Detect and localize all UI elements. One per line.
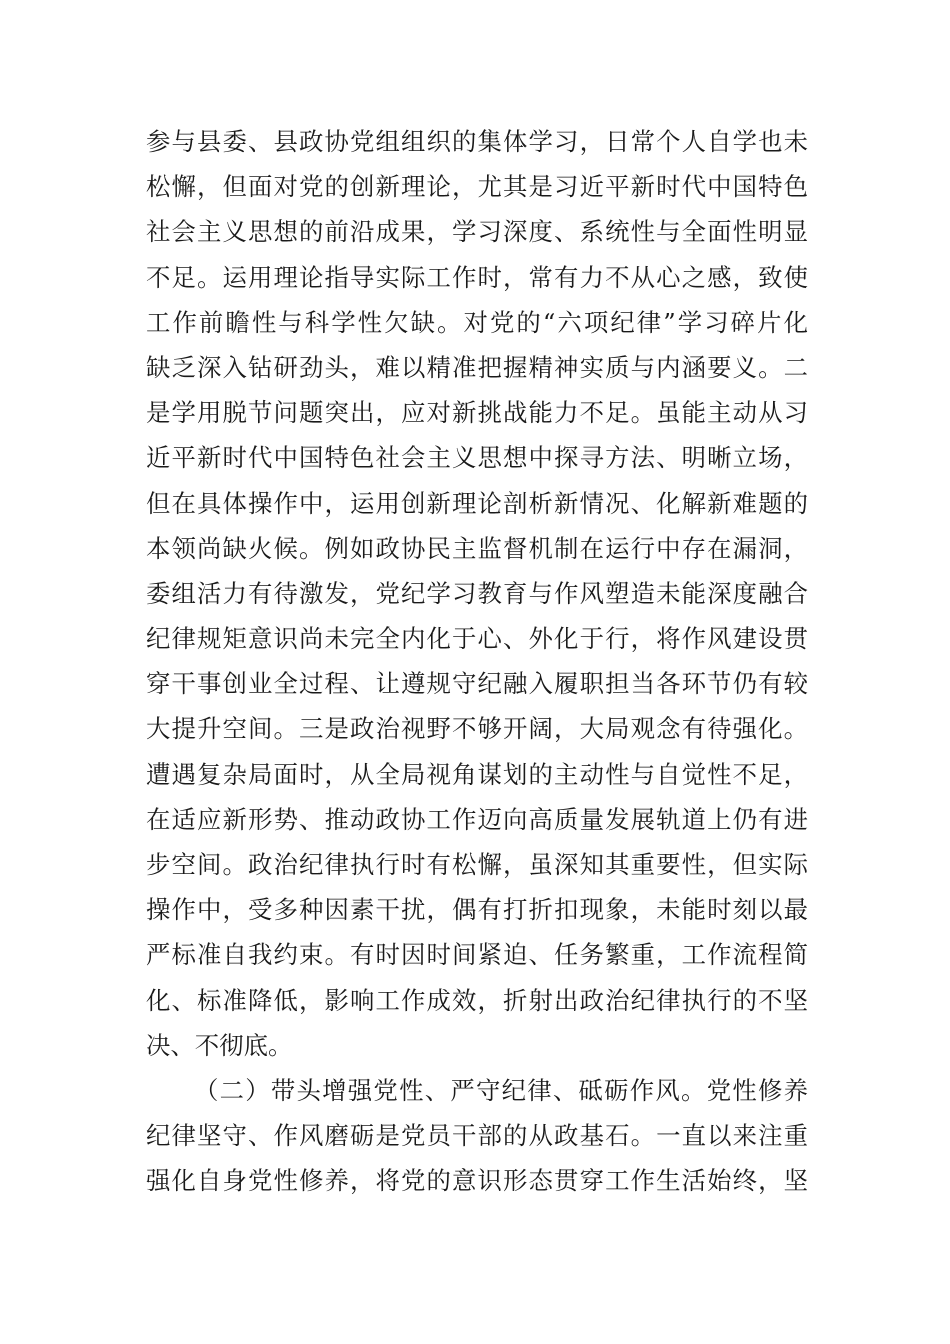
text-line: 委组活力有待激发，党纪学习教育与作风塑造未能深度融合 — [146, 578, 808, 608]
text-line: 穿干事创业全过程、让遵规守纪融入履职担当各环节仍有较 — [146, 669, 808, 699]
text-line: 纪律坚守、作风磨砺是党员干部的从政基石。一直以来注重 — [146, 1121, 808, 1151]
text-line: 松懈，但面对党的创新理论，尤其是习近平新时代中国特色 — [146, 172, 808, 202]
text-line: 社会主义思想的前沿成果，学习深度、系统性与全面性明显 — [146, 217, 808, 247]
text-line: 操作中，受多种因素干扰，偶有打折扣现象，未能时刻以最 — [146, 895, 808, 925]
text-line: 步空间。政治纪律执行时有松懈，虽深知其重要性，但实际 — [146, 850, 808, 879]
text-line: 参与县委、县政协党组组织的集体学习，日常个人自学也未 — [146, 127, 808, 156]
text-line: 大提升空间。三是政治视野不够开阔，大局观念有待强化。 — [146, 714, 808, 744]
section-heading-rest: 党性修养 — [706, 1075, 808, 1105]
section-heading-line — [146, 1068, 808, 1113]
text-line: 是学用脱节问题突出，应对新挑战能力不足。虽能主动从习 — [146, 398, 808, 428]
text-line: 纪律规矩意识尚未完全内化于心、外化于行，将作风建设贯 — [146, 624, 808, 654]
text-line: 决、不彻底。 — [146, 1030, 293, 1060]
text-line: 不足。运用理论指导实际工作时，常有力不从心之感，致使 — [146, 262, 808, 292]
text-line: 近平新时代中国特色社会主义思想中探寻方法、明晰立场， — [146, 443, 808, 473]
text-line: 严标准自我约束。有时因时间紧迫、任务繁重，工作流程简 — [146, 940, 808, 970]
body-text — [146, 119, 808, 1204]
section-heading: （二）带头增强党性、严守纪律、砥砺作风。 — [194, 1075, 707, 1105]
text-line: 缺乏深入钻研劲头，难以精准把握精神实质与内涵要义。二 — [146, 352, 808, 382]
text-line: 但在具体操作中，运用创新理论剖析新情况、化解新难题的 — [146, 488, 808, 518]
text-line: 化、标准降低，影响工作成效，折射出政治纪律执行的不坚 — [146, 985, 808, 1015]
text-line: 工作前瞻性与科学性欠缺。对党的“六项纪律”学习碎片化 — [146, 307, 808, 337]
text-line: 本领尚缺火候。例如政协民主监督机制在运行中存在漏洞， — [146, 533, 808, 563]
text-line: 遭遇复杂局面时，从全局视角谋划的主动性与自觉性不足， — [146, 759, 808, 789]
text-line: 强化自身党性修养，将党的意识形态贯穿工作生活始终，坚 — [146, 1166, 808, 1196]
text-line: 在适应新形势、推动政协工作迈向高质量发展轨道上仍有进 — [146, 804, 808, 834]
